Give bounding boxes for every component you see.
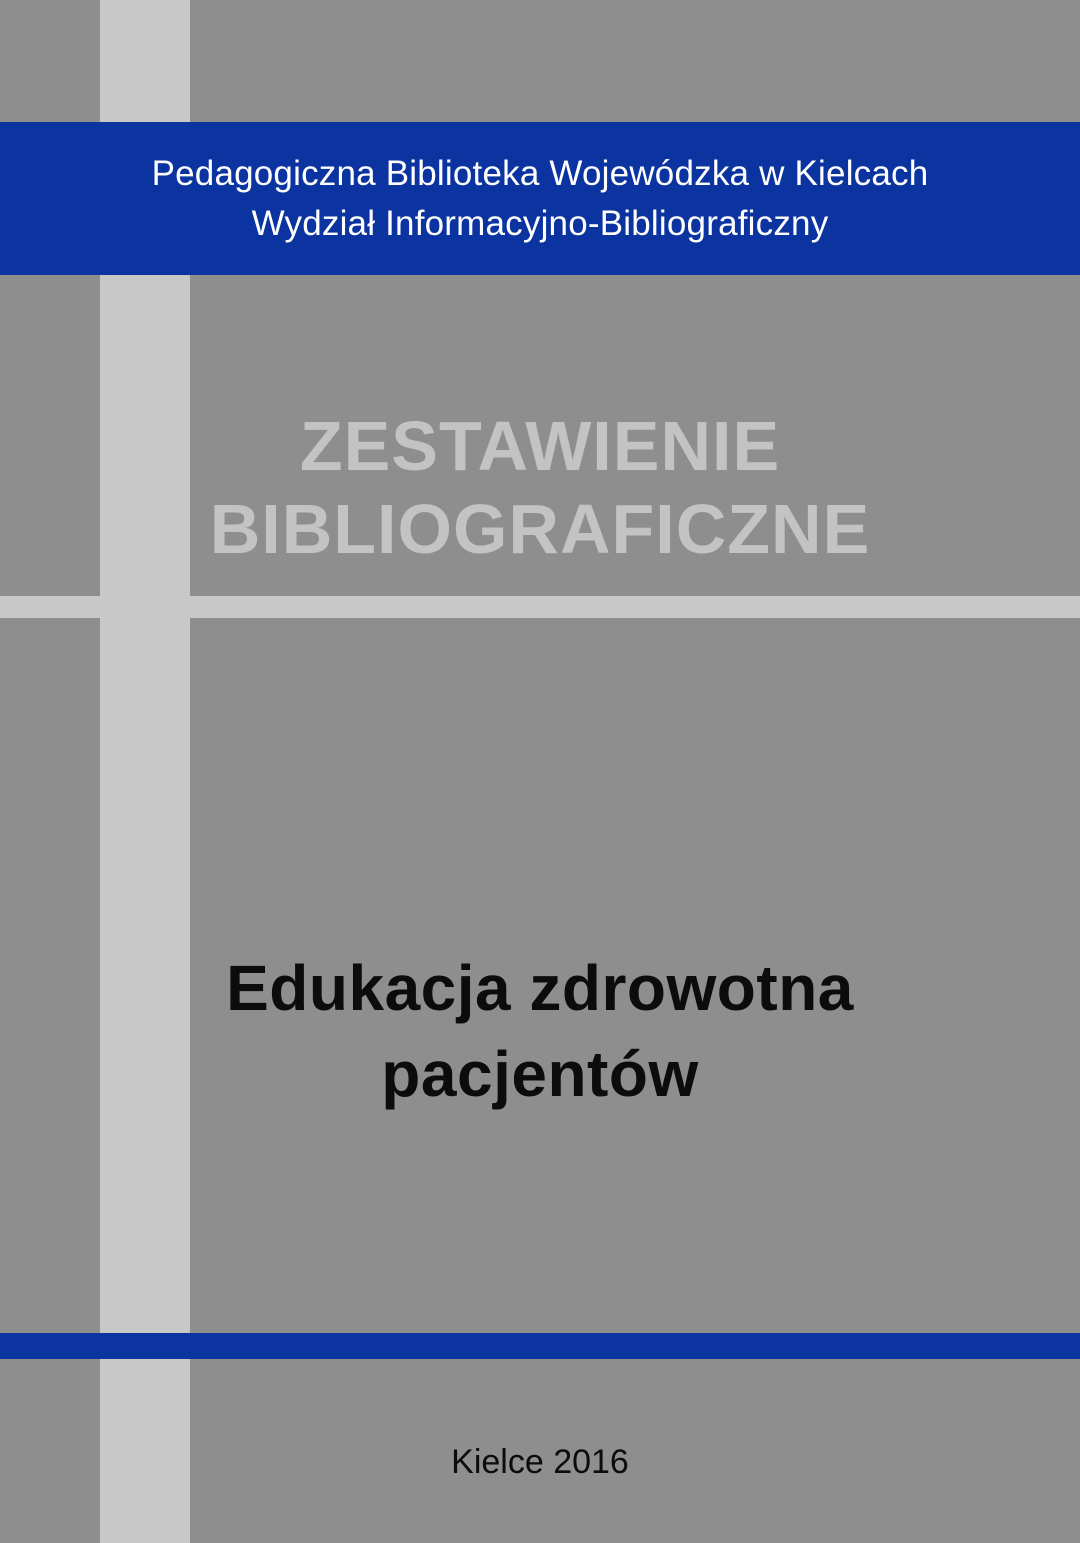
publisher-line-1: Pedagogiczna Biblioteka Wojewódzka w Kielcach bbox=[151, 153, 929, 193]
series-title bbox=[0, 405, 1080, 571]
publisher-band bbox=[0, 122, 1080, 275]
publisher-line-2: Wydział Informacyjno-Bibliograficzny bbox=[251, 203, 829, 243]
series-title-line-1: ZESTAWIENIE bbox=[299, 407, 781, 485]
page-title-line-1: Edukacja zdrowotna bbox=[226, 952, 854, 1024]
page-title bbox=[0, 945, 1080, 1117]
imprint-line: Kielce 2016 bbox=[451, 1443, 629, 1481]
horizontal-stripe-decoration bbox=[0, 596, 1080, 618]
lower-accent-band bbox=[0, 1333, 1080, 1359]
series-title-line-2: BIBLIOGRAFICZNE bbox=[209, 490, 871, 568]
page-title-line-2: pacjentów bbox=[381, 1038, 699, 1110]
